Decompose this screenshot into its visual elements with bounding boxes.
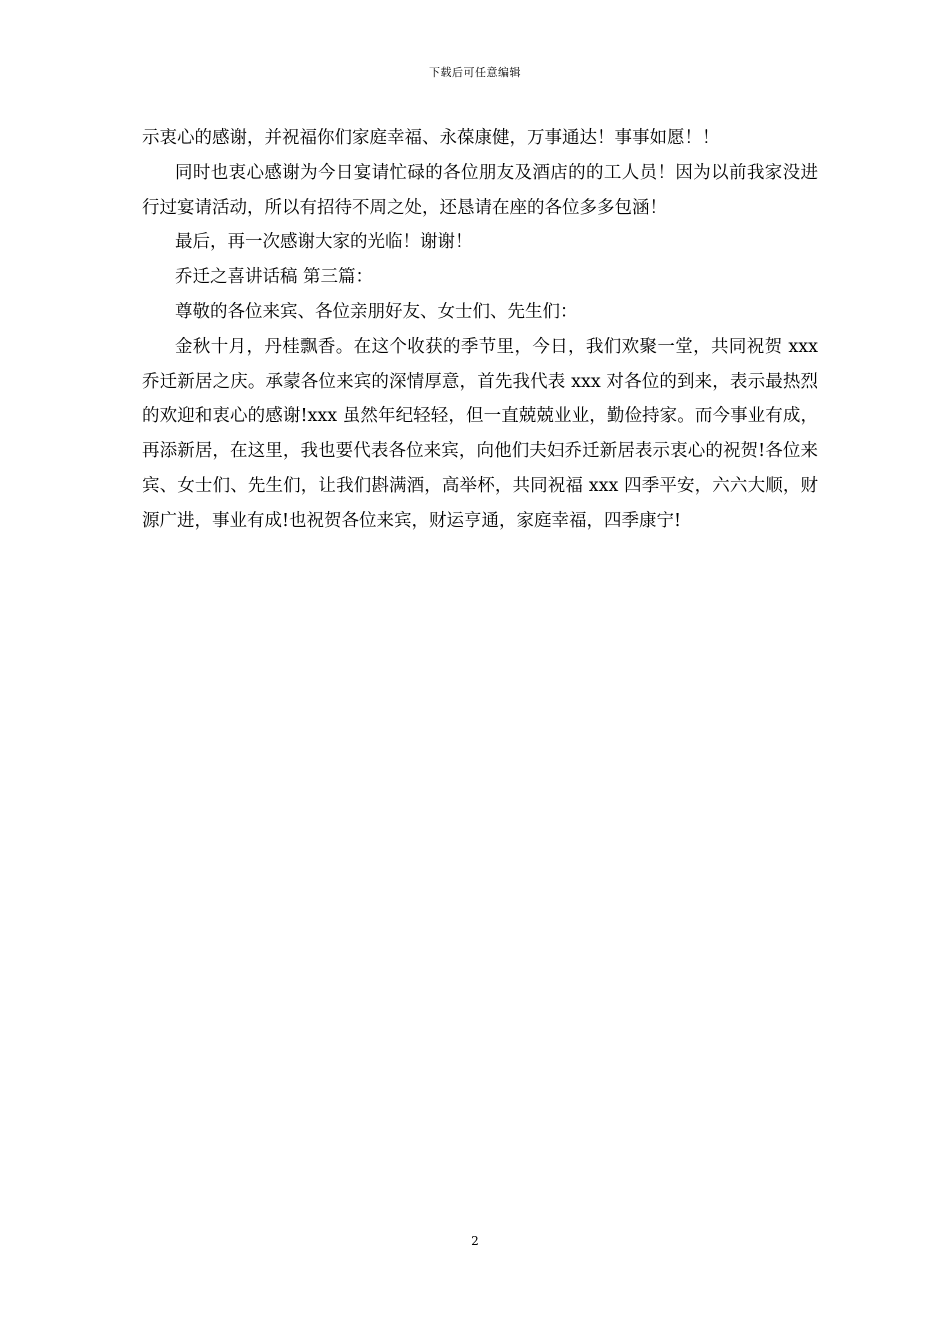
salutation: 尊敬的各位来宾、各位亲朋好友、女士们、先生们：: [175, 301, 578, 322]
section-heading: 乔迁之喜讲话稿 第三篇：: [175, 267, 374, 288]
paragraph-3: 最后，再一次感谢大家的光临！谢谢！: [175, 232, 473, 253]
document-body: [142, 121, 818, 539]
paragraph-1: 示衷心的感谢，并祝福你们家庭幸福、永葆康健，万事通达！事事如愿！！: [142, 128, 720, 148]
paragraph-6: 金秋十月，丹桂飘香。在这个收获的季节里，今日，我们欢聚一堂，共同祝贺 xxx 乔迁新居之庆。承蒙各位来宾的深情厚意，首先我代表 xxx 对各位的到来，表示最热烈的欢迎和衷心的感谢!xxx 虽然年纪轻轻，但一直兢兢业业，勤俭持家。而今事业有成，再添新居，在这里，我也要代表各位来宾，向他们夫妇乔迁新居表示衷心的祝贺!各位来宾、女士们、先生们，让我们斟满酒，高举杯，共同祝福 xxx 四季平安，六六大顺，财源广进，事业有成!也祝贺各位来宾，财运亨通，家庭幸福，四季康宁!: [142, 336, 818, 531]
page-number: 2: [471, 1234, 479, 1248]
paragraph-2: 同时也衷心感谢为今日宴请忙碌的各位朋友及酒店的的工人员！因为以前我家没进行过宴请活动，所以有招待不周之处，还恳请在座的各位多多包涵！: [142, 162, 818, 218]
page-header: 下载后可任意编辑: [429, 66, 521, 79]
